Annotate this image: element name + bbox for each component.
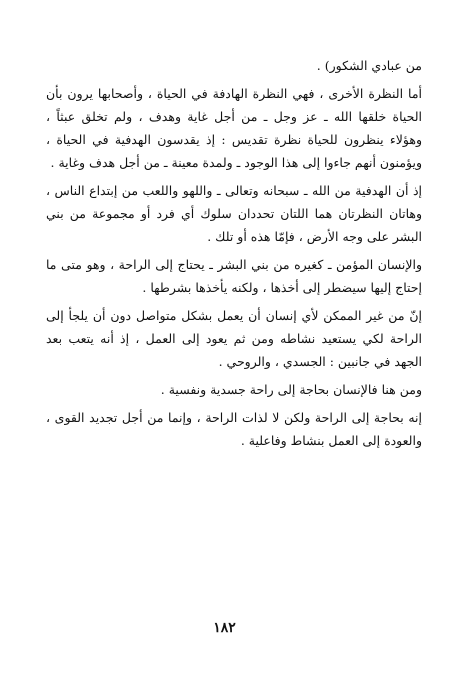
paragraph-continuous-work: إنّ من غير الممكن لأي إنسان أن يعمل بشكل متواصل دون أن يلجأ إلى الراحة لكي يستعيد نشاطه ومن ثم يعود إلى العمل ، إذ أنه يتعب بعد الجهد في جانبين : الجسدي ، والروحي . xyxy=(46,308,422,369)
body-text xyxy=(46,54,422,457)
paragraph-purpose-from-god: إذ أن الهدفية من الله ـ سبحانه وتعالى ـ واللهو واللعب من إبتداع الناس ، وهاتان النظرتان هما اللتان تحددان سلوك أي فرد أو مجموعة من بني البشر على وجه الأرض ، فإمّا هذه أو تلك . xyxy=(46,183,422,244)
paragraph-continuation: من عبادي الشكور) . xyxy=(316,58,422,73)
page-number: ١٨٢ xyxy=(213,620,236,636)
paragraph-believer-rest: والإنسان المؤمن ـ كغيره من بني البشر ـ يحتاج إلى الراحة ، وهو متى ما إحتاج إليها سيضطر إلى أخذها ، ولكنه يأخذها بشرطها . xyxy=(46,257,422,295)
paragraph-purposeful-view: أما النظرة الأخرى ، فهي النظرة الهادفة في الحياة ، وأصحابها يرون بأن الحياة خلقها الله ـ عز وجل ـ من أجل غاية وهدف ، ولم تخلق عبثاً ، وهؤلاء ينظرون للحياة نظرة تقديس : إذ يقدسون الهدفية في الحياة ، ويؤمنون أنهم جاءوا إلى هذا الوجود ـ ولمدة معينة ـ من أجل هدف وغاية . xyxy=(46,86,422,170)
paragraph-rest-purpose: إنه بحاجة إلى الراحة ولكن لا لذات الراحة ، وإنما من أجل تجديد القوى ، والعودة إلى العمل بنشاط وفاعلية . xyxy=(46,410,422,448)
paragraph-need-rest: ومن هنا فالإنسان بحاجة إلى راحة جسدية ونفسية . xyxy=(160,382,422,397)
